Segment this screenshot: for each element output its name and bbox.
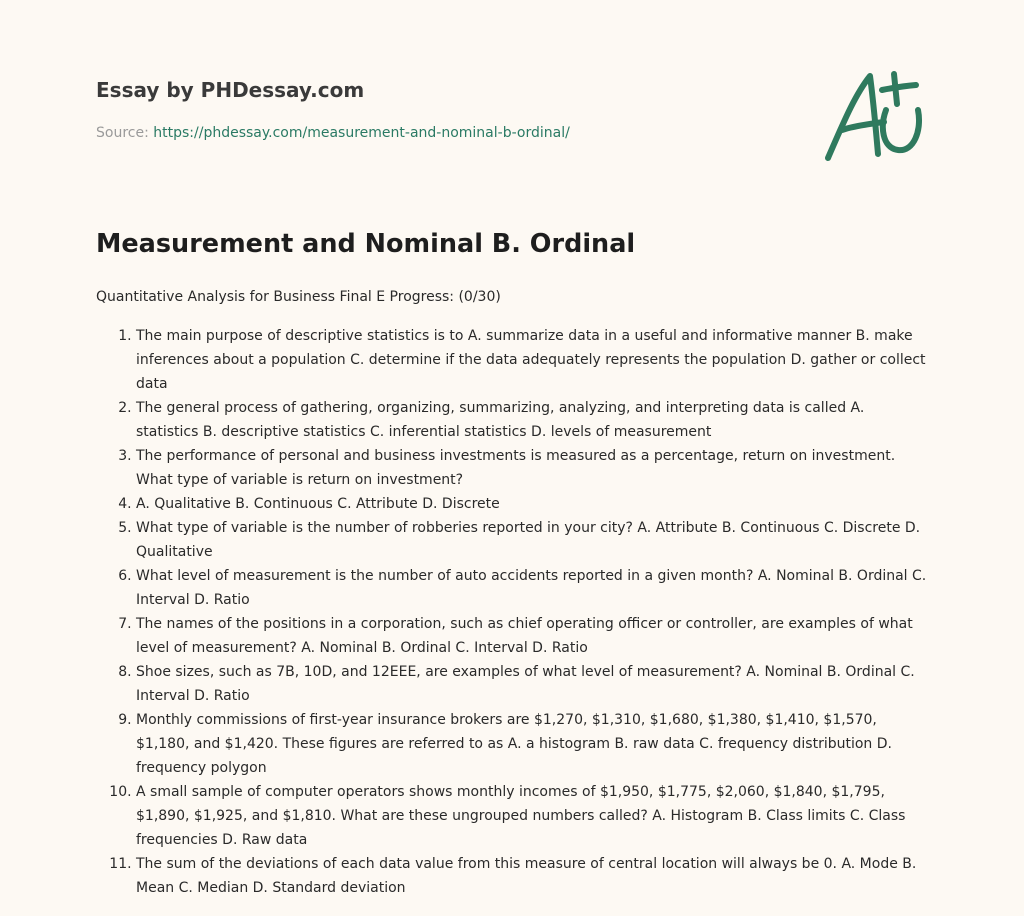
a-plus-icon xyxy=(818,66,930,166)
brand-title: Essay by PHDessay.com xyxy=(96,78,365,102)
source-link[interactable]: https://phdessay.com/measurement-and-nominal-b-ordinal/ xyxy=(153,125,570,141)
list-item: 9. Monthly commissions of first-year insurance brokers are $1,270, $1,310, $1,680, $1,380, $1,410, $1,570, $1,180, and $1,420. These figures are referred to as A. a histogram B. raw data C. frequency distribution D. frequency polygon xyxy=(136,708,928,780)
list-item: 2. The general process of gathering, organizing, summarizing, analyzing, and interpreting data is called A. statistics B. descriptive statistics C. inferential statistics D. levels of measurement xyxy=(136,396,928,444)
source-label: Source: xyxy=(96,125,154,141)
list-item: 1. The main purpose of descriptive statistics is to A. summarize data in a useful and informative manner B. make inferences about a population C. determine if the data adequately represents the population D. gather or collect data xyxy=(136,324,928,396)
question-list xyxy=(96,324,928,900)
list-item: 7. The names of the positions in a corporation, such as chief operating officer or controller, are examples of what level of measurement? A. Nominal B. Ordinal C. Interval D. Ratio xyxy=(136,612,928,660)
source-line xyxy=(96,123,796,143)
document-title: Measurement and Nominal B. Ordinal xyxy=(96,229,636,259)
list-item: 4. A. Qualitative B. Continuous C. Attribute D. Discrete xyxy=(136,492,928,516)
list-item: 11. The sum of the deviations of each data value from this measure of central location will always be 0. A. Mode B. Mean C. Median D. Standard deviation xyxy=(136,852,928,900)
list-item: 10. A small sample of computer operators shows monthly incomes of $1,950, $1,775, $2,060, $1,840, $1,795, $1,890, $1,925, and $1,810. What are these ungrouped numbers called? A. Histogram B. Class limits C. Class frequencies D. Raw data xyxy=(136,780,928,852)
list-item: 3. The performance of personal and business investments is measured as a percentage, return on investment. What type of variable is return on investment? xyxy=(136,444,928,492)
list-item: 8. Shoe sizes, such as 7B, 10D, and 12EEE, are examples of what level of measurement? A. Nominal B. Ordinal C. Interval D. Ratio xyxy=(136,660,928,708)
list-item: 6. What level of measurement is the number of auto accidents reported in a given month? A. Nominal B. Ordinal C. Interval D. Ratio xyxy=(136,564,928,612)
document-subtitle: Quantitative Analysis for Business Final E Progress: (0/30) xyxy=(96,289,501,305)
list-item: 5. What type of variable is the number of robberies reported in your city? A. Attribute B. Continuous C. Discrete D. Qualitative xyxy=(136,516,928,564)
page-header xyxy=(96,76,796,143)
